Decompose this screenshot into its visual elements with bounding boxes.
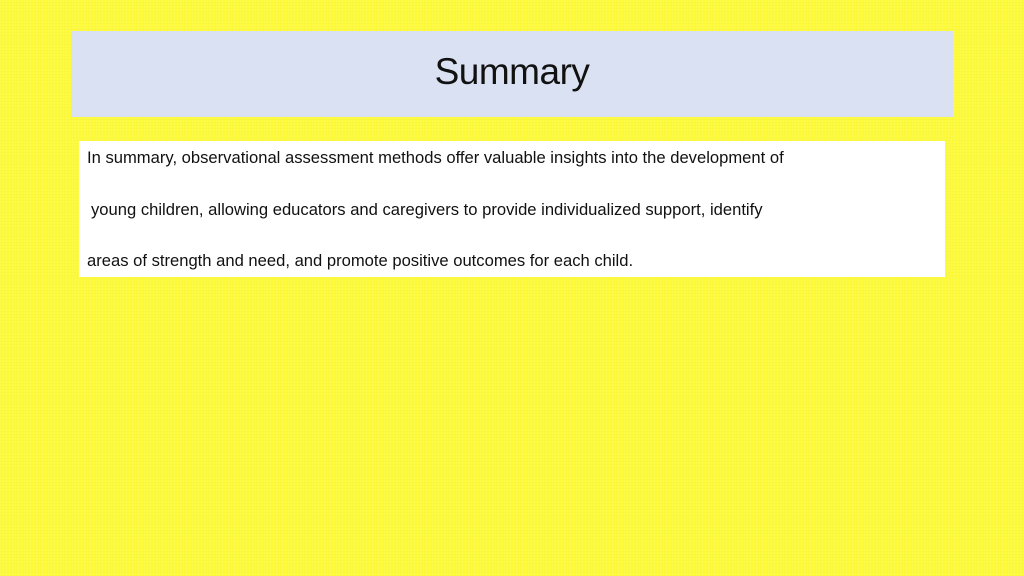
summary-line-2: young children, allowing educators and caregivers to provide individualized support, identify bbox=[91, 200, 763, 219]
slide-title: Summary bbox=[434, 51, 590, 92]
title-bar bbox=[71, 31, 953, 117]
summary-line-3: areas of strength and need, and promote positive outcomes for each child. bbox=[87, 251, 634, 270]
summary-text-box bbox=[79, 141, 945, 277]
summary-line-1: In summary, observational assessment methods offer valuable insights into the development of bbox=[87, 148, 784, 167]
